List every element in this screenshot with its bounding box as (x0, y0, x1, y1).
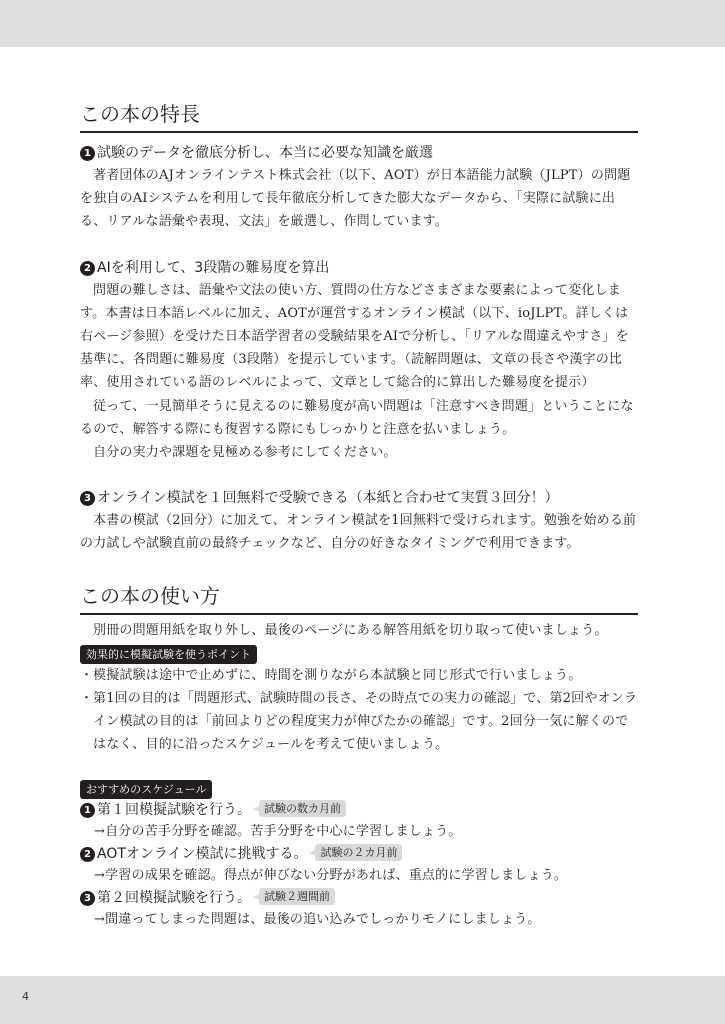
paragraph: 本書の模試（2回分）に加えて、オンライン模試を1回無料で受けられます。勉強を始める前の力試しや試験直前の最終チェックなど、自分の好きなタイミングで利用できます。 (80, 513, 637, 552)
feature-title: AIを利用して、3段階の難易度を算出 (97, 259, 330, 276)
feature-item-1 (80, 142, 638, 234)
timing-tag: 試験２週間前 (259, 888, 335, 905)
schedule-step-3 (80, 887, 638, 931)
page-number: 4 (22, 990, 29, 1003)
number-circle-icon: 1 (80, 146, 95, 161)
page-content (80, 100, 638, 931)
schedule-step-1 (80, 799, 638, 843)
timing-tag: 試験の数カ月前 (259, 800, 346, 817)
step-title: AOTオンライン模試に挑戦する。 (97, 845, 308, 862)
section-title-features: この本の特長 (80, 100, 638, 133)
feature-item-3 (80, 487, 638, 555)
footer-bar (0, 976, 725, 1024)
points-list (80, 664, 638, 757)
list-item: ・第1回の目的は「問題形式、試験時間の長さ、その時点での実力の確認」で、第2回やオンライン模試の目的は「前回よりどの程度実力が伸びたかの確認」です。2回分一気に解くのではなく、目的に沿ったスケジュールを考えて使いましょう。 (80, 687, 638, 757)
paragraph: 従って、一見簡単そうに見えるのに難易度が高い問題は「注意すべき問題」ということになるので、解答する際にも復習する際にもしっかりと注意を払いましょう。 (80, 398, 634, 437)
number-circle-icon: 1 (80, 803, 95, 818)
step-description: →学習の成果を確認。得点が伸びない分野があれば、重点的に学習しましょう。 (94, 867, 568, 883)
paragraph: 自分の実力や課題を見極める参考にしてください。 (93, 445, 397, 461)
schedule-step-2 (80, 843, 638, 887)
number-circle-icon: 2 (80, 847, 95, 862)
step-description: →自分の苦手分野を確認。苦手分野を中心に学習しましょう。 (94, 823, 462, 839)
usage-intro: 別冊の問題用紙を取り外し、最後のページにある解答用紙を切り取って使いましょう。 (93, 622, 608, 638)
number-circle-icon: 3 (80, 891, 95, 906)
points-badge: 効果的に模擬試験を使うポイント (80, 645, 257, 664)
section-title-usage: この本の使い方 (80, 582, 638, 615)
schedule-badge: おすすめのスケジュール (80, 780, 212, 799)
feature-title: 試験のデータを徹底分析し、本当に必要な知識を厳選 (97, 145, 433, 161)
top-margin-bar (0, 0, 725, 47)
number-circle-icon: 2 (80, 261, 95, 276)
feature-title: オンライン模試を１回無料で受験できる（本紙と合わせて実質３回分！） (97, 490, 559, 507)
number-circle-icon: 3 (80, 491, 95, 506)
paragraph: 著者団体のAJオンラインテスト株式会社（以下、AOT）が日本語能力試験（JLPT）の問題を独自のAIシステムを利用して長年徹底分析してきた膨大なデータから、「実際に試験に出る、リアルな語彙や表現、文法」を厳選し、作問しています。 (80, 168, 631, 230)
bullet-icon: ・ (80, 667, 94, 683)
schedule-list (80, 799, 638, 931)
step-description: →間違ってしまった問題は、最後の追い込みでしっかりモノにしましょう。 (94, 911, 541, 927)
bullet-icon: ・ (80, 691, 94, 707)
step-title: 第２回模擬試験を行う。 (97, 889, 251, 906)
feature-item-2 (80, 257, 638, 465)
paragraph: 問題の難しさは、語彙や文法の使い方、質問の仕方などさまざまな要素によって変化します。本書は日本語レベルに加え、AOTが運営するオンライン模試（以下、ioJLPT。詳しくは右ページ参照）を受けた日本語学習者の受験結果をAIで分析し、「リアルな間違えやすさ」を基準に、各問題に難易度（3段階）を提示しています。（読解問題は、文章の長さや漢字の比率、使用されている語のレベルによって、文章として総合的に算出した難易度を提示） (80, 282, 629, 391)
step-title: 第１回模擬試験を行う。 (97, 801, 251, 818)
timing-tag: 試験の２カ月前 (315, 844, 402, 861)
list-item: ・模擬試験は途中で止めずに、時間を測りながら本試験と同じ形式で行いましょう。 (80, 664, 638, 687)
